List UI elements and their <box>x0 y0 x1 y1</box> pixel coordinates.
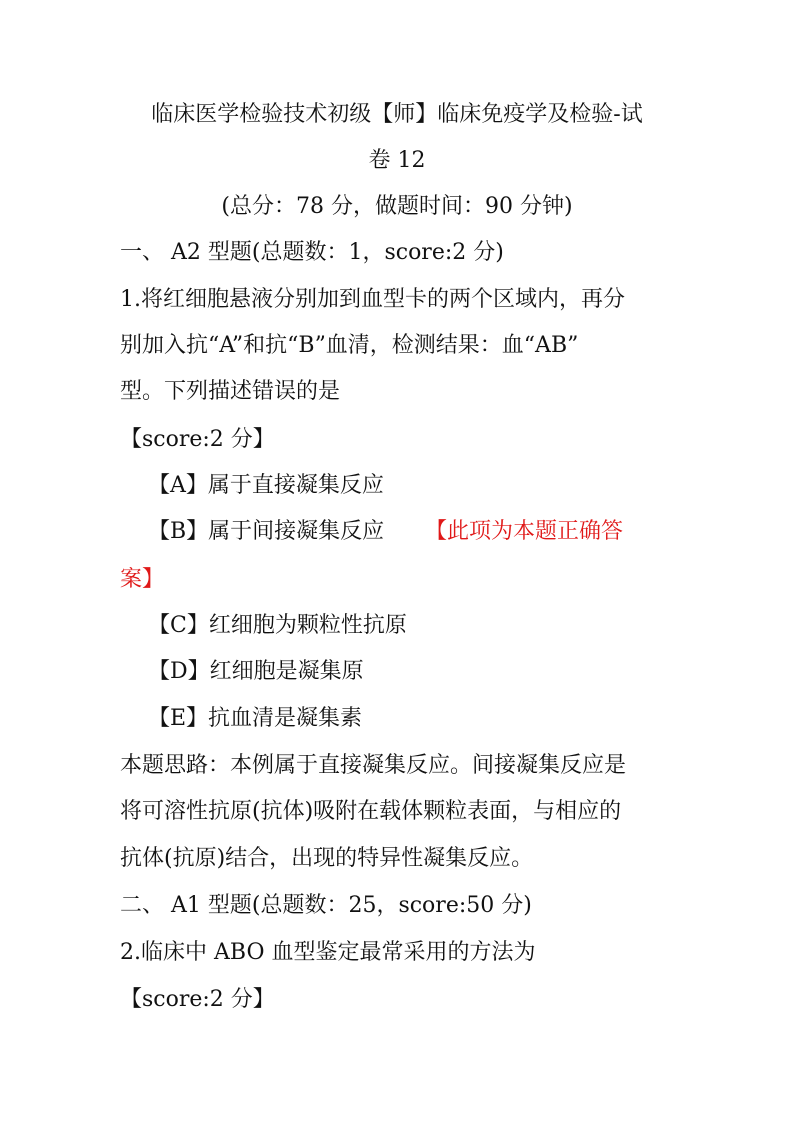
section-heading-a1: 二、 A1 型题(总题数：25，score:50 分) <box>120 893 532 918</box>
explanation-line2: 将可溶性抗原(抗体)吸附在载体颗粒表面，与相应的 <box>120 799 622 824</box>
exam-summary: (总分：78 分，做题时间：90 分钟) <box>221 194 573 219</box>
correct-answer-mark-continued: 案】 <box>120 567 165 592</box>
question-1-stem-line1: 1.将红细胞悬液分别加到血型卡的两个区域内，再分 <box>120 287 625 312</box>
option-d: 【D】红细胞是凝集原 <box>148 659 364 684</box>
section-heading-a2: 一、 A2 型题(总题数：1，score:2 分) <box>120 240 504 265</box>
explanation-line1: 本题思路：本例属于直接凝集反应。间接凝集反应是 <box>120 753 627 778</box>
correct-answer-mark: 【此项为本题正确答 <box>425 519 624 544</box>
question-2-stem: 2.临床中 ABO 血型鉴定最常采用的方法为 <box>120 940 536 965</box>
document-title-line1: 临床医学检验技术初级【师】临床免疫学及检验-试 <box>151 102 643 127</box>
option-b: 【B】属于间接凝集反应 <box>148 519 385 544</box>
option-c: 【C】红细胞为颗粒性抗原 <box>148 613 407 638</box>
option-e: 【E】抗血清是凝集素 <box>148 706 363 731</box>
explanation-line3: 抗体(抗原)结合，出现的特异性凝集反应。 <box>120 846 534 871</box>
document-title-line2: 卷 12 <box>368 148 426 173</box>
question-1-stem-line3: 型。下列描述错误的是 <box>120 379 341 404</box>
question-2-score: 【score:2 分】 <box>120 987 275 1012</box>
question-1-stem-line2: 别加入抗“A”和抗“B”血清，检测结果：血“AB” <box>120 333 579 358</box>
question-1-score: 【score:2 分】 <box>120 427 275 452</box>
option-a: 【A】属于直接凝集反应 <box>148 473 384 498</box>
